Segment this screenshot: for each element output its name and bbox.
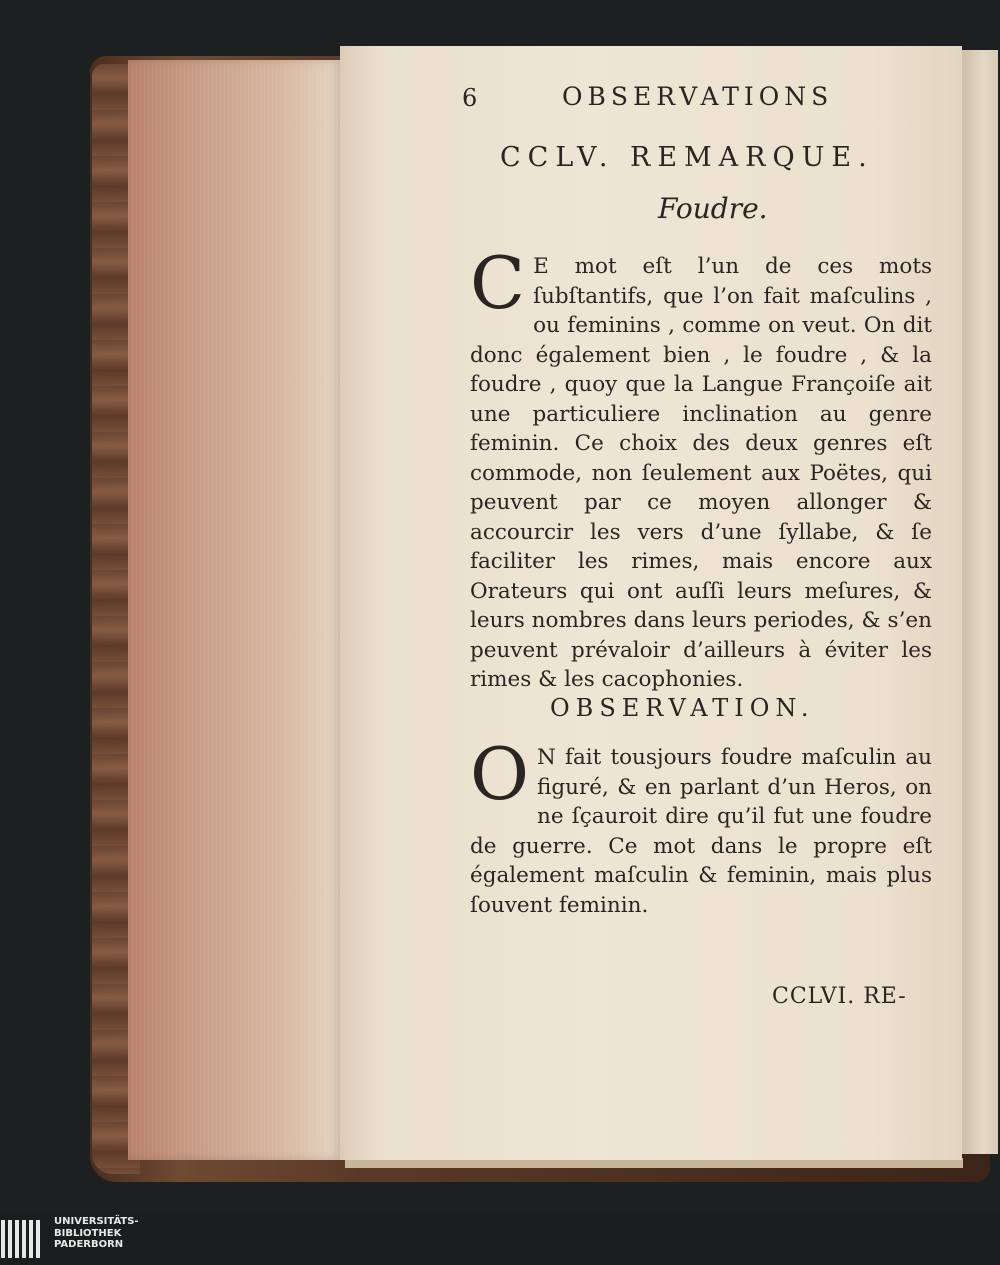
library-name-line: PADERBORN [54, 1239, 124, 1250]
keyword-title: Foudre. [658, 192, 768, 225]
drop-cap: O [470, 732, 530, 816]
library-logo-icon [0, 1218, 46, 1260]
page-number: 6 [462, 84, 478, 112]
facing-page-edge [962, 50, 998, 1154]
page-edges [128, 60, 343, 1160]
book-page [340, 46, 962, 1160]
library-name-line: BIBLIOTHEK [54, 1227, 122, 1239]
observation-paragraph [470, 732, 932, 920]
catchword: CCLVI. RE- [772, 984, 907, 1009]
remark-heading: CCLV. REMARQUE. [500, 142, 874, 173]
drop-cap: C [470, 241, 526, 325]
paragraph-text: E mot eſt l’un de ces mots ſubſtantifs, que l’on fait maſculins , ou feminins , comme on veut. On dit donc également bien , le foudre , & la foudre , quoy que la Langue Françoiſe ait une particuliere inclination au genre feminin. Ce choix des deux genres eſt commode, non ſeulement aux Poëtes, qui peuvent par ce moyen allonger & accourcir les vers d’une ſyllabe, & ſe faciliter les rimes, mais encore aux Orateurs qui ont auſſi leurs meſures, & leurs nombres dans leurs periodes, & s’en peuvent prévaloir d’ailleurs à éviter les rimes & les cacophonies. [470, 254, 932, 692]
library-name [54, 1216, 139, 1251]
paragraph-text: N fait tousjours foudre maſculin au figuré, & en parlant d’un Heros, on ne ſçauroit dire qu’il fut une foudre de guerre. Ce mot dans le propre eſt également maſculin & feminin, mais plus ſouvent feminin. [470, 745, 932, 918]
observation-heading: OBSERVATION. [550, 694, 815, 722]
library-name-line: UNIVERSITÄTS- [54, 1216, 139, 1227]
running-head: OBSERVATIONS [562, 82, 834, 111]
remark-paragraph [470, 241, 932, 695]
page-text [340, 46, 962, 1160]
footer-bar [0, 1212, 1000, 1265]
